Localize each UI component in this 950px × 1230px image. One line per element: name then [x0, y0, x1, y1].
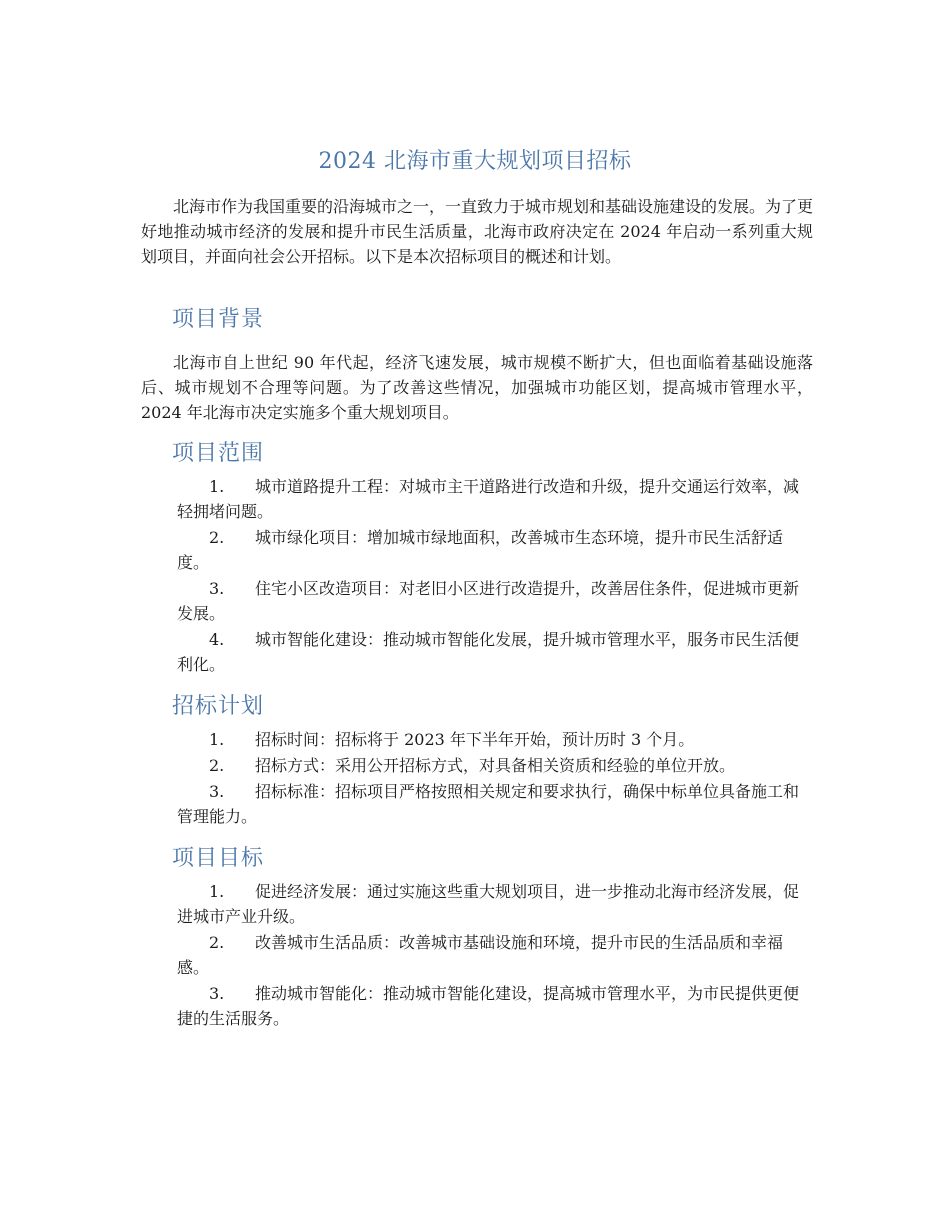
list-number: 2.: [209, 933, 225, 952]
list-text: 改善城市生活品质：改善城市基础设施和环境，提升市民的生活品质和幸福感。: [177, 933, 784, 977]
list-number: 3.: [209, 984, 225, 1003]
list-text: 招标方式：采用公开招标方式，对具备相关资质和经验的单位开放。: [255, 756, 736, 775]
list-item: [177, 981, 799, 1031]
list-item: [177, 474, 799, 524]
plan-list: [177, 727, 799, 830]
list-text: 招标标准：招标项目严格按照相关规定和要求执行，确保中标单位具备施工和管理能力。: [177, 782, 800, 826]
list-text: 招标时间：招标将于 2023 年下半年开始，预计历时 3 个月。: [255, 730, 695, 749]
list-number: 1.: [209, 730, 225, 749]
list-item: [177, 627, 799, 677]
list-text: 住宅小区改造项目：对老旧小区进行改造提升，改善居住条件，促进城市更新发展。: [177, 579, 800, 623]
list-text: 城市道路提升工程：对城市主干道路进行改造和升级，提升交通运行效率，减轻拥堵问题。: [177, 477, 800, 521]
section-heading-goals: 项目目标: [172, 846, 265, 871]
section-heading-plan: 招标计划: [172, 694, 265, 719]
list-item: [177, 525, 799, 575]
list-number: 3.: [209, 579, 225, 598]
list-item: [177, 576, 799, 626]
list-item: [177, 930, 799, 980]
list-text: 促进经济发展：通过实施这些重大规划项目，进一步推动北海市经济发展，促进城市产业升级。: [177, 882, 800, 926]
list-text: 城市绿化项目：增加城市绿地面积，改善城市生态环境，提升市民生活舒适度。: [177, 528, 784, 572]
list-number: 1.: [209, 882, 225, 901]
scope-list: [177, 474, 799, 678]
list-number: 2.: [209, 756, 225, 775]
list-number: 3.: [209, 782, 225, 801]
intro-paragraph: 北海市作为我国重要的沿海城市之一，一直致力于城市规划和基础设施建设的发展。为了更好地推动城市经济的发展和提升市民生活质量，北海市政府决定在 2024 年启动一系列重大规划项目，并面向社会公开招标。以下是本次招标项目的概述和计划。: [141, 197, 814, 266]
list-item: [177, 879, 799, 929]
list-item: [177, 753, 799, 778]
list-text: 城市智能化建设：推动城市智能化发展，提升城市管理水平，服务市民生活便利化。: [177, 630, 800, 674]
list-item: [177, 727, 799, 752]
background-paragraph: 北海市自上世纪 90 年代起，经济飞速发展，城市规模不断扩大，但也面临着基础设施落后、城市规划不合理等问题。为了改善这些情况，加强城市功能区划，提高城市管理水平，2024 年北海市决定实施多个重大规划项目。: [141, 353, 813, 422]
list-number: 4.: [209, 630, 225, 649]
list-text: 推动城市智能化：推动城市智能化建设，提高城市管理水平，为市民提供更便捷的生活服务。: [177, 984, 800, 1028]
section-heading-scope: 项目范围: [172, 441, 265, 466]
list-number: 2.: [209, 528, 225, 547]
goals-list: [177, 879, 799, 1032]
document-title: 2024 北海市重大规划项目招标: [318, 149, 632, 174]
section-heading-background: 项目背景: [172, 307, 265, 332]
list-number: 1.: [209, 477, 225, 496]
list-item: [177, 779, 799, 829]
